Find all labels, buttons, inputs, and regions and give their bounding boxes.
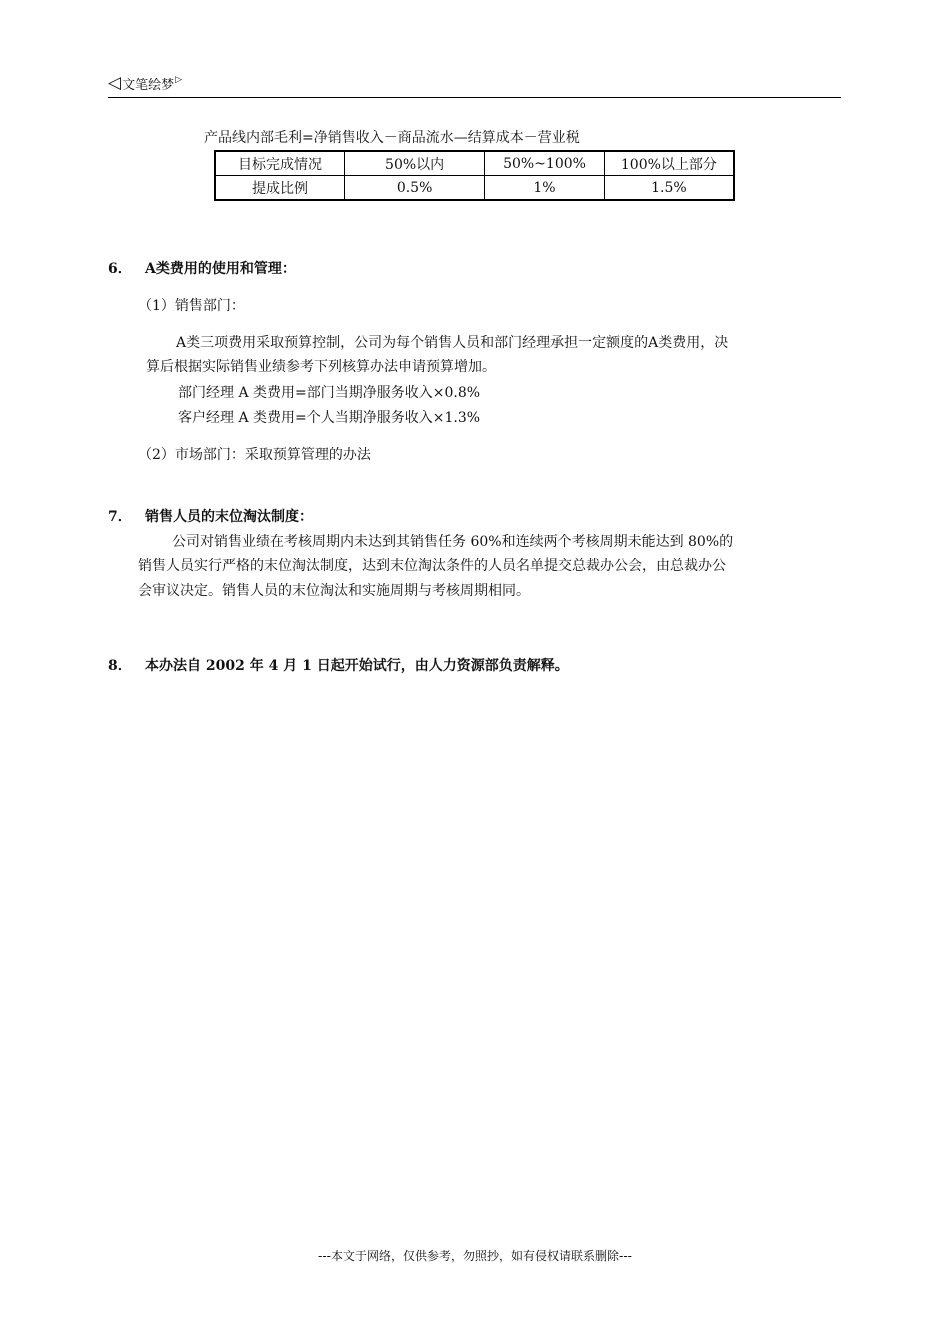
section-8-number: 8． — [108, 658, 132, 674]
commission-table — [214, 150, 735, 201]
table-row — [215, 176, 734, 201]
section-6-para-line1: A类三项费用采取预算控制，公司为每个销售人员和部门经理承担一定额度的A类费用，决 — [176, 335, 729, 351]
left-triangle-icon: ◁ — [108, 73, 122, 93]
formula-client-manager: 客户经理 A 类费用=个人当期净服务收入×1.3% — [178, 410, 481, 426]
table-cell: 提成比例 — [215, 176, 345, 201]
section-7-title: 销售人员的末位淘汰制度： — [145, 509, 313, 525]
gross-margin-formula: 产品线内部毛利=净销售收入－商品流水—结算成本－营业税 — [204, 130, 580, 146]
formula-dept-manager: 部门经理 A 类费用=部门当期净服务收入×0.8% — [178, 385, 481, 401]
table-cell: 50%以内 — [345, 151, 485, 176]
table-cell: 目标完成情况 — [215, 151, 345, 176]
table-cell: 1.5% — [604, 176, 734, 201]
table-cell: 50%~100% — [485, 151, 605, 176]
section-8-text: 本办法自 2002 年 4 月 1 日起开始试行，由人力资源部负责解释。 — [145, 658, 569, 674]
section-6-sub2-label: （2）市场部门：采取预算管理的办法 — [138, 447, 371, 463]
section-6-number: 6． — [108, 261, 132, 277]
section-6-para-line2: 算后根据实际销售业绩参考下列核算办法申请预算增加。 — [146, 359, 496, 375]
table-cell: 100%以上部分 — [604, 151, 734, 176]
section-7-line1: 公司对销售业绩在考核周期内未达到其销售任务 60%和连续两个考核周期未能达到 80%的 — [172, 534, 734, 550]
header-divider — [108, 97, 841, 98]
section-6-title: A类费用的使用和管理： — [145, 261, 296, 277]
table-cell: 1% — [485, 176, 605, 201]
table-row — [215, 151, 734, 176]
right-triangle-icon: ▷ — [175, 74, 183, 85]
section-7-line2: 销售人员实行严格的末位淘汰制度，达到末位淘汰条件的人员名单提交总裁办公会，由总裁办公 — [138, 558, 726, 574]
page-footer: ---本文于网络，仅供参考，勿照抄，如有侵权请联系删除--- — [318, 1249, 632, 1263]
section-6-sub1-label: （1）销售部门： — [138, 298, 245, 314]
table-cell: 0.5% — [345, 176, 485, 201]
section-7-line3: 会审议决定。销售人员的末位淘汰和实施周期与考核周期相同。 — [138, 583, 530, 599]
section-7-number: 7． — [108, 509, 132, 525]
page-header — [108, 74, 182, 93]
header-title: 文笔绘梦 — [122, 78, 175, 93]
